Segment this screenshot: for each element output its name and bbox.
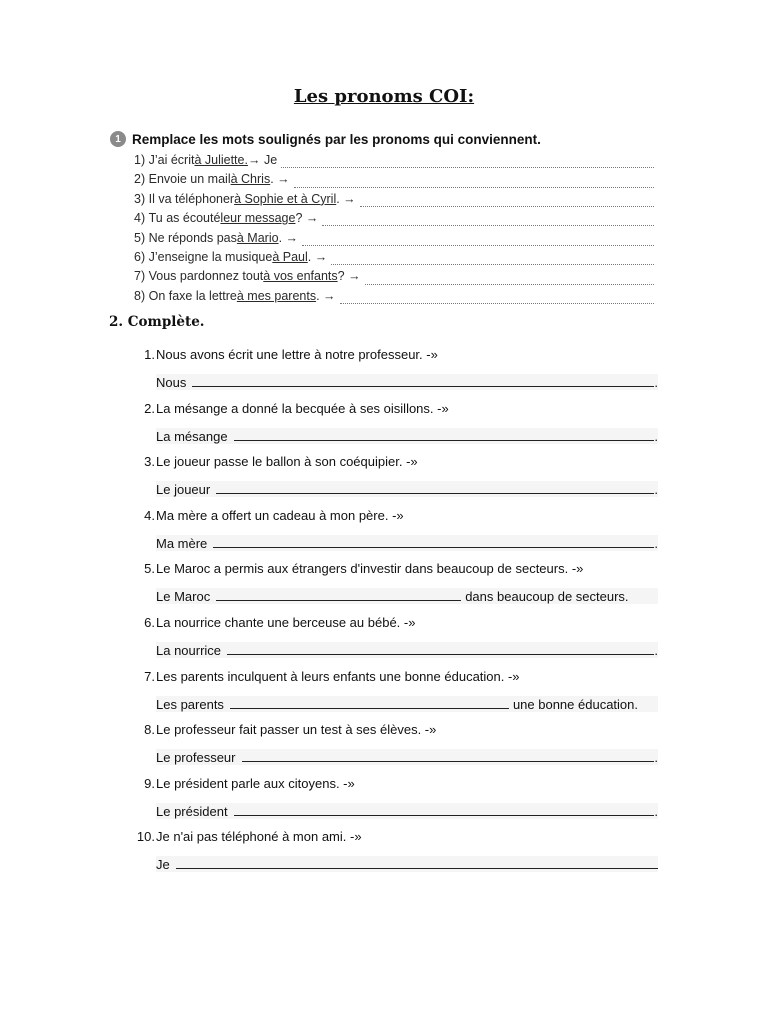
answer-start: La nourrice — [156, 642, 222, 658]
answer-blank[interactable] — [234, 803, 655, 816]
list-item — [128, 399, 658, 453]
question-text: La mésange a donné la becquée à ses oisillons. -» — [156, 400, 449, 416]
list-item — [134, 269, 654, 288]
item-text: On faxe la lettre — [148, 288, 237, 303]
item-number: 4) — [134, 211, 146, 226]
list-item — [134, 211, 654, 230]
answer-dotted-line[interactable] — [331, 254, 654, 265]
underlined-words: à vos enfants — [263, 269, 338, 284]
answer-blank[interactable] — [216, 481, 654, 494]
list-item — [134, 153, 654, 172]
answer-end: une bonne éducation. — [512, 696, 638, 712]
item-number: 8. — [144, 722, 155, 738]
item-number: 7. — [144, 668, 155, 684]
underlined-words: à mes parents — [236, 288, 317, 303]
item-arrow: . → — [336, 191, 356, 206]
list-item — [128, 774, 658, 828]
list-item — [128, 506, 658, 560]
exercise-2-list — [128, 345, 658, 881]
item-number: 5) — [134, 230, 146, 245]
item-number: 4. — [144, 507, 155, 523]
question-text: Je n'ai pas téléphoné à mon ami. -» — [156, 829, 362, 845]
list-item — [128, 613, 658, 667]
answer-dotted-line[interactable] — [322, 215, 654, 226]
item-number: 10. — [136, 829, 155, 845]
underlined-words: à Paul — [272, 249, 308, 264]
answer-blank[interactable] — [242, 749, 655, 762]
question-text: Le Maroc a permis aux étrangers d'investir dans beaucoup de secteurs. -» — [156, 561, 584, 577]
exercise-number-badge: 1 — [110, 131, 126, 147]
item-text: Ne réponds pas — [148, 230, 237, 245]
item-text: Il va téléphoner — [148, 191, 235, 206]
answer-start: Le Maroc — [156, 589, 211, 605]
list-item — [134, 172, 654, 191]
answer-start: Le président — [156, 803, 228, 819]
item-number: 9. — [144, 775, 155, 791]
item-number: 3. — [144, 454, 155, 470]
list-item — [128, 667, 658, 721]
item-arrow: . → — [270, 172, 290, 187]
item-number: 3) — [134, 191, 146, 206]
item-number: 2. — [144, 400, 155, 416]
list-item — [128, 345, 658, 399]
page-title: Les pronoms COI: — [293, 86, 475, 107]
item-number: 1. — [144, 347, 155, 362]
item-arrow: → Je — [247, 153, 278, 167]
item-number: 8) — [134, 288, 146, 303]
answer-start: Les parents — [156, 696, 224, 712]
item-arrow: . → — [316, 288, 336, 303]
answer-dotted-line[interactable] — [294, 177, 654, 188]
list-item — [128, 720, 658, 774]
item-number: 1) — [134, 153, 146, 167]
list-item — [128, 559, 658, 613]
exercise-2-heading: 2. Complète. — [109, 314, 205, 330]
underlined-words: leur message — [220, 211, 296, 226]
underlined-words: à Mario — [236, 230, 279, 245]
answer-dotted-line[interactable] — [302, 235, 654, 246]
answer-dotted-line[interactable] — [365, 274, 654, 285]
list-item — [134, 250, 654, 269]
list-item — [128, 827, 658, 881]
exercise-1-list — [134, 153, 654, 308]
question-text: Le professeur fait passer un test à ses élèves. -» — [156, 722, 437, 738]
question-text: La nourrice chante une berceuse au bébé. -» — [156, 614, 416, 630]
answer-blank[interactable] — [234, 428, 655, 441]
answer-dotted-line[interactable] — [340, 293, 654, 304]
answer-dotted-line[interactable] — [360, 196, 654, 207]
answer-blank[interactable] — [216, 588, 461, 601]
answer-start: La mésange — [156, 428, 228, 444]
answer-end: . — [654, 642, 658, 658]
item-arrow: ? → — [295, 211, 319, 226]
answer-start: Je — [156, 857, 170, 873]
question-text: Nous avons écrit une lettre à notre professeur. -» — [156, 347, 438, 362]
answer-end: . — [654, 375, 658, 390]
question-text: Le président parle aux citoyens. -» — [156, 775, 355, 791]
answer-end: dans beaucoup de secteurs. — [465, 589, 629, 605]
list-item — [128, 452, 658, 506]
answer-start: Le joueur — [156, 482, 211, 498]
item-text: J’enseigne la musique — [148, 249, 273, 264]
answer-blank[interactable] — [227, 642, 654, 655]
answer-end: . — [654, 750, 658, 766]
item-text: Vous pardonnez tout — [148, 269, 264, 284]
answer-end: . — [654, 482, 658, 498]
answer-end: . — [654, 428, 658, 444]
exercise-1-instruction: Remplace les mots soulignés par les pronoms qui conviennent. — [132, 131, 541, 147]
answer-end: . — [654, 803, 658, 819]
item-text: Tu as écouté — [148, 211, 221, 226]
answer-blank[interactable] — [230, 696, 509, 709]
item-number: 6. — [144, 614, 155, 630]
item-number: 6) — [134, 249, 146, 264]
item-number: 5. — [144, 561, 155, 577]
answer-blank[interactable] — [213, 535, 654, 548]
item-arrow: . → — [278, 230, 299, 245]
item-text: J’ai écrit — [148, 153, 195, 167]
question-text: Les parents inculquent à leurs enfants une bonne éducation. -» — [156, 668, 520, 684]
answer-end: . — [654, 535, 658, 551]
item-number: 7) — [134, 269, 146, 284]
question-text: Le joueur passe le ballon à son coéquipier. -» — [156, 454, 418, 470]
underlined-words: à Juliette. — [194, 153, 248, 167]
answer-blank[interactable] — [176, 856, 658, 869]
answer-start: Nous — [156, 375, 187, 390]
list-item — [134, 289, 654, 308]
underlined-words: à Chris — [230, 172, 271, 187]
item-arrow: . → — [307, 249, 328, 264]
underlined-words: à Sophie et à Cyril — [234, 191, 337, 206]
item-text: Envoie un mail — [148, 172, 231, 187]
item-arrow: ? → — [337, 269, 361, 284]
list-item — [134, 231, 654, 250]
item-number: 2) — [134, 172, 146, 187]
list-item — [134, 192, 654, 211]
answer-blank[interactable] — [192, 374, 654, 387]
answer-start: Ma mère — [156, 535, 208, 551]
question-text: Ma mère a offert un cadeau à mon père. -» — [156, 507, 404, 523]
answer-dotted-line[interactable] — [281, 157, 654, 168]
answer-start: Le professeur — [156, 750, 236, 766]
exercise-1-header — [110, 131, 541, 147]
